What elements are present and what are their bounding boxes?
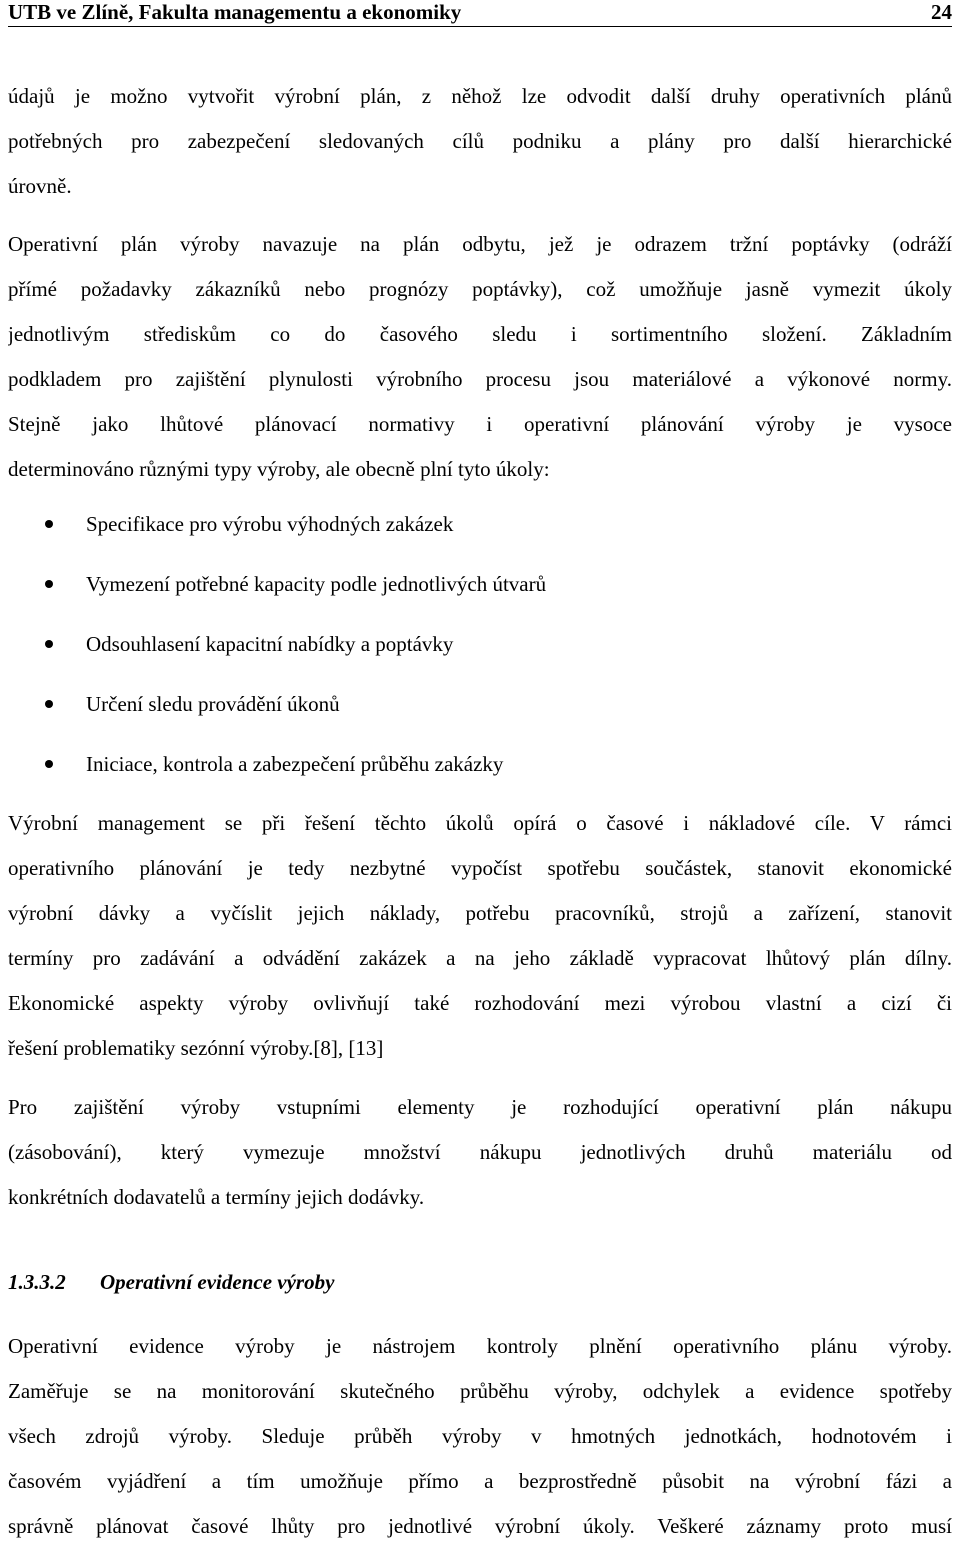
text-line: potřebných pro zabezpečení sledovaných cílů podniku a plány pro další hierarchické [8,129,952,153]
text-line: přímé požadavky zákazníků nebo prognózy poptávky), což umožňuje jasně vymezit úkoly [8,277,952,301]
text-line: časovém vyjádření a tím umožňuje přímo a bezprostředně působit na výrobní fázi a [8,1469,952,1493]
text-line: Pro zajištění výroby vstupními elementy je rozhodující operativní plán nákupu [8,1095,952,1119]
paragraph-1 [8,74,952,209]
page-header [8,0,952,27]
text-line: podkladem pro zajištění plynulosti výrobního procesu jsou materiálové a výkonové normy. [8,367,952,391]
text-line: Výrobní management se při řešení těchto úkolů opírá o časové i nákladové cíle. V rámci [8,811,952,835]
bullet-icon [45,520,53,528]
header-page-number: 24 [931,0,952,24]
text-line: Ekonomické aspekty výroby ovlivňují také rozhodování mezi výrobou vlastní a cizí či [8,991,952,1015]
text-line: řešení problematiky sezónní výroby.[8], [13] [8,1036,384,1060]
text-line: Zaměřuje se na monitorování skutečného průběhu výroby, odchylek a evidence spotřeby [8,1379,952,1403]
text-line: jednotlivým střediskům co do časového sledu i sortimentního složení. Základním [8,322,952,346]
list-item-text: Odsouhlasení kapacitní nabídky a poptávky [86,632,454,656]
bullet-icon [45,580,53,588]
paragraph-3 [8,801,952,1071]
text-line: operativního plánování je tedy nezbytné vypočíst spotřebu součástek, stanovit ekonomické [8,856,952,880]
list-item [8,622,952,682]
list-item-text: Určení sledu provádění úkonů [86,692,340,716]
bullet-icon [45,760,53,768]
section-title: Operativní evidence výroby [100,1270,335,1294]
list-item [8,682,952,742]
section-number: 1.3.3.2 [8,1270,66,1294]
section-heading [8,1260,334,1304]
task-bullet-list [8,502,952,802]
text-line: všech zdrojů výroby. Sleduje průběh výroby v hmotných jednotkách, hodnotovém i [8,1424,952,1448]
list-item-text: Specifikace pro výrobu výhodných zakázek [86,512,454,536]
text-line: Operativní plán výroby navazuje na plán odbytu, jež je odrazem tržní poptávky (odráží [8,232,952,256]
text-line: konkrétních dodavatelů a termíny jejich dodávky. [8,1185,425,1209]
list-item [8,562,952,622]
list-item-text: Vymezení potřebné kapacity podle jednotlivých útvarů [86,572,547,596]
text-line: Stejně jako lhůtové plánovací normativy i operativní plánování výroby je vysoce [8,412,952,436]
text-line: výrobní dávky a vyčíslit jejich náklady, potřebu pracovníků, strojů a zařízení, stanovit [8,901,952,925]
text-line: správně plánovat časové lhůty pro jednotlivé výrobní úkoly. Veškeré záznamy proto musí [8,1514,952,1538]
list-item [8,742,952,802]
text-line: úrovně. [8,174,72,198]
header-institution: UTB ve Zlíně, Fakulta managementu a ekonomiky [8,0,462,24]
text-line: (zásobování), který vymezuje množství nákupu jednotlivých druhů materiálu od [8,1140,952,1164]
list-item [8,502,952,562]
paragraph-2 [8,222,952,492]
text-line: determinováno různými typy výroby, ale obecně plní tyto úkoly: [8,457,550,481]
text-line: Operativní evidence výroby je nástrojem kontroly plnění operativního plánu výroby. [8,1334,952,1358]
bullet-icon [45,700,53,708]
paragraph-4 [8,1085,952,1220]
list-item-text: Iniciace, kontrola a zabezpečení průběhu zakázky [86,752,504,776]
bullet-icon [45,640,53,648]
text-line: termíny pro zadávání a odvádění zakázek a na jeho základě vypracovat lhůtový plán dílny. [8,946,952,970]
paragraph-5 [8,1324,952,1549]
text-line: údajů je možno vytvořit výrobní plán, z něhož lze odvodit další druhy operativních plánů [8,84,952,108]
